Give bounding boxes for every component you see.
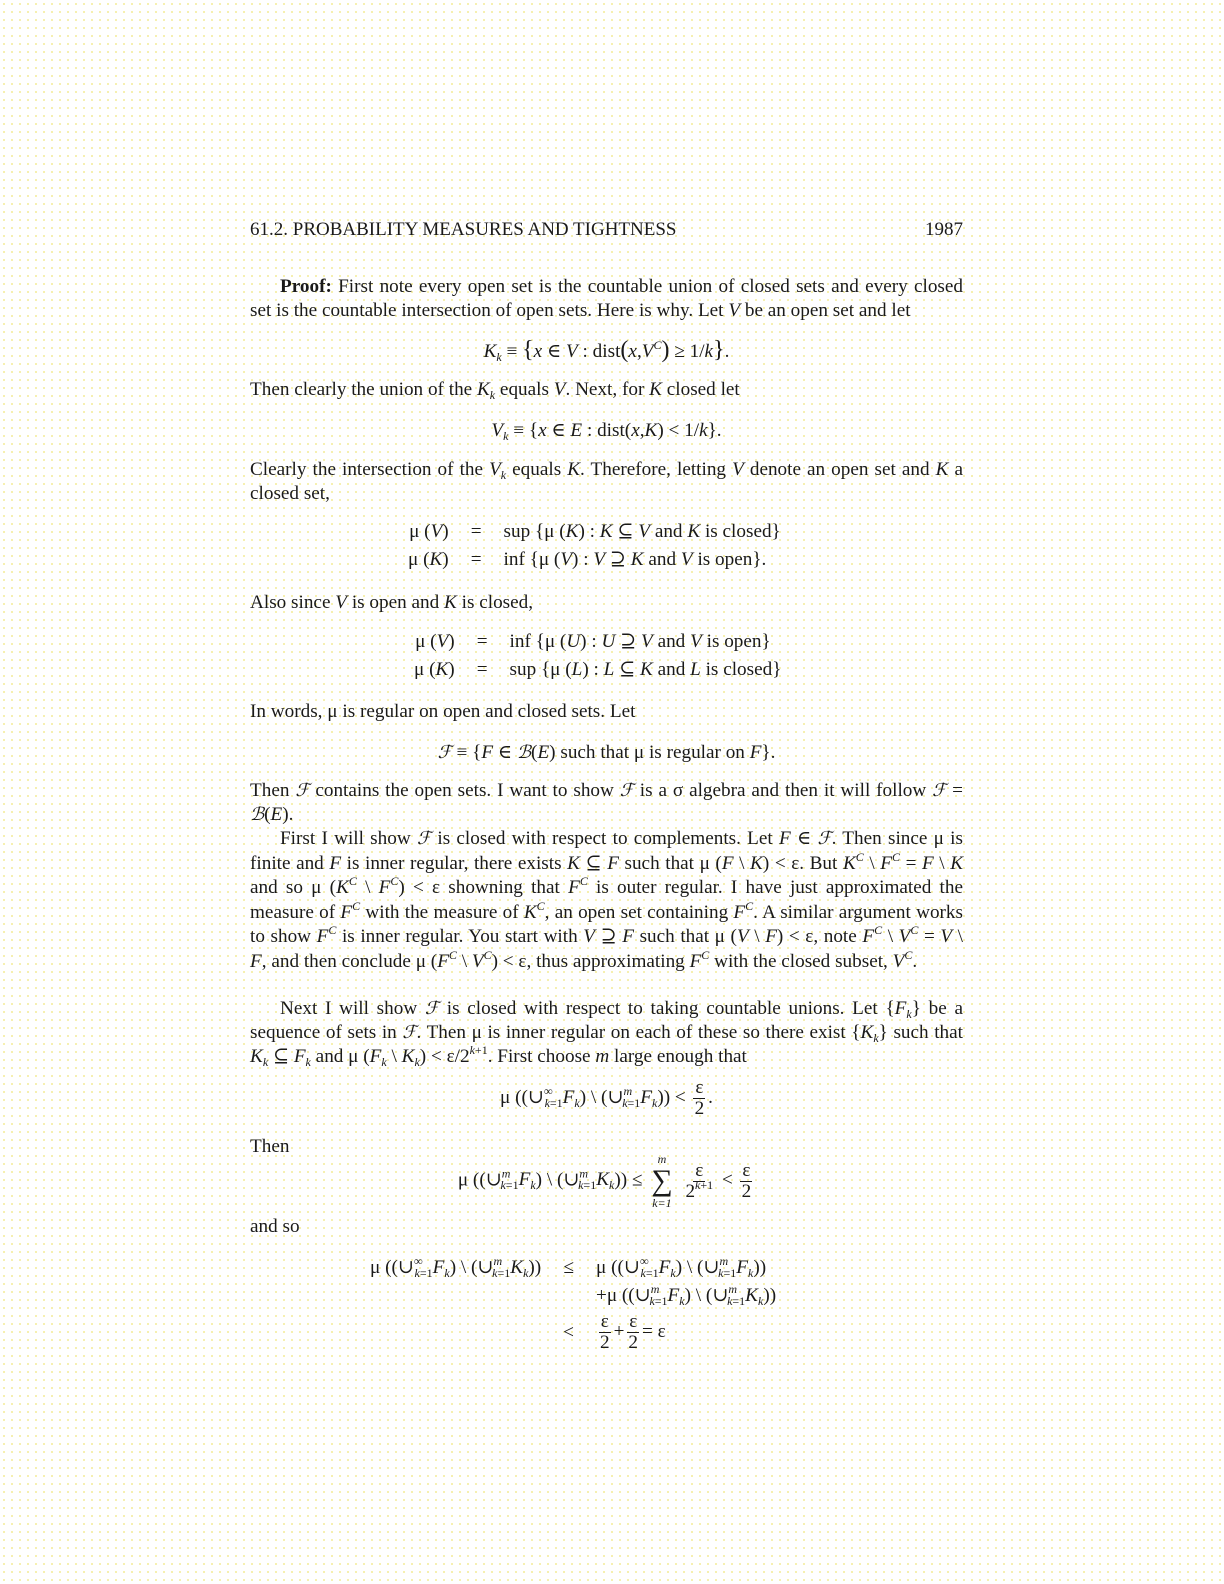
running-header <box>250 219 963 241</box>
align-final-bound <box>370 1254 776 1355</box>
proof-label: Proof: <box>280 276 332 297</box>
paragraph-intersection: Clearly the intersection of the $V_k$ equals K. Therefore, letting V denote an open set and K a closed set, <box>250 459 963 504</box>
paragraph-in-words: In words, μ is regular on open and closed sets. Let <box>250 701 636 722</box>
align-regularity-1 <box>250 518 963 574</box>
equation-Kk: $K_k \equiv \{x$ ∈ V : $dist(x,V^C) \ge 1/k$}. <box>483 337 730 364</box>
align-regularity-2 <box>250 628 963 684</box>
equation-F-family: ℱ ≡ {F ∈ ℬ(E) such that μ is regular on F}. <box>437 742 776 763</box>
align-row: μ (K) = sup {μ (L) : L ⊆ K and L is closed} <box>414 659 782 680</box>
paragraph-countable-unions: Next I will show ℱ is closed with respect to taking countable unions. Let $\{F_k\}$ be a sequence of sets in ℱ. Then μ is inner regular on each of these so there exist $\{K_k\}$ such that $K_k$ ⊆ $F_k$ and μ ($F_k$ \ $K_k) < \varepsilon/2^{k+1}$. First choose m large enough that <box>250 998 963 1069</box>
page-number: 1987 <box>925 219 963 240</box>
equation-Vk: $V_k \equiv \{x$ ∈ E : dist(x,K) < 1/k}. <box>491 420 722 443</box>
equation-choose-m: μ ($(\cup^\infty_{k=1}F_k)$ \ $(\cup^m_{k=1}F_k)$) < $\frac{\varepsilon}{2}$ . <box>500 1077 713 1119</box>
equation-sum-bound: μ ($(\cup^m_{k=1}F_k)$ \ $(\cup^m_{k=1}K_k)$) ≤ m ∑ k=1 $\frac{\varepsilon}{2^{k+1}}$ < $\frac{\varepsilon}{2}$ <box>457 1152 752 1210</box>
align-row: μ ($(\cup^\infty_{k=1}F_k)$ \ $(\cup^m_{k=1}K_k)$) ≤ μ ($(\cup^\infty_{k=1}F_k)$ \ $(\cup^m_{k=1}F_k)$) <box>370 1254 767 1280</box>
paragraph-proof-intro: Proof: First note every open set is the countable union of closed sets and every closed set is the countable intersection of open sets. Here is why. Let V be an open set and let <box>250 276 963 321</box>
paragraph-also-since: Also since V is open and K is closed, <box>250 592 534 613</box>
paragraph-union: Then clearly the union of the $K_k$ equals V. Next, for K closed let <box>250 379 740 402</box>
section-title: 61.2. PROBABILITY MEASURES AND TIGHTNESS <box>250 219 677 240</box>
align-row: μ (V) = inf {μ (U) : U ⊇ V and V is open} <box>415 631 771 652</box>
and-so-label: and so <box>250 1216 300 1237</box>
paragraph-sigma-algebra: Then ℱ contains the open sets. I want to show ℱ is a σ algebra and then it will follow ℱ = ℬ(E). <box>250 780 963 825</box>
align-row: μ (V) = sup {μ (K) : K ⊆ V and K is closed} <box>409 521 781 542</box>
align-row: μ (K) = inf {μ (V) : V ⊇ K and V is open}. <box>408 549 767 570</box>
align-row: < $\frac{\varepsilon}{2}$ + $\frac{\varepsilon}{2}$ = ε <box>563 1311 666 1353</box>
align-row: +μ ($(\cup^m_{k=1}F_k)$ \ $(\cup^m_{k=1}K_k)$) <box>596 1282 777 1308</box>
then-label: Then <box>250 1136 290 1157</box>
paragraph-complements: First I will show ℱ is closed with respect to complements. Let F ∈ ℱ. Then since μ is finite and F is inner regular, there exists K ⊆ F such that μ (F \ K) < ε. But $K^C$ \ $F^C = F$ \ K and so μ ($K^C$ \ $F^C) < \varepsilon$ showning that $F^C$ is outer regular. I have just approximated the measure of $F^C$ with the measure of $K^C$, an open set containing $F^C$. A similar argument works to show $F^C$ is inner regular. You start with V ⊇ F such that μ (V \ F) < ε, note $F^C$ \ $V^C = V$ \ F, and then conclude μ ($F^C$ \ $V^C) < \varepsilon$, thus approximating $F^C$ with the closed subset, $V^C$. <box>250 828 964 972</box>
